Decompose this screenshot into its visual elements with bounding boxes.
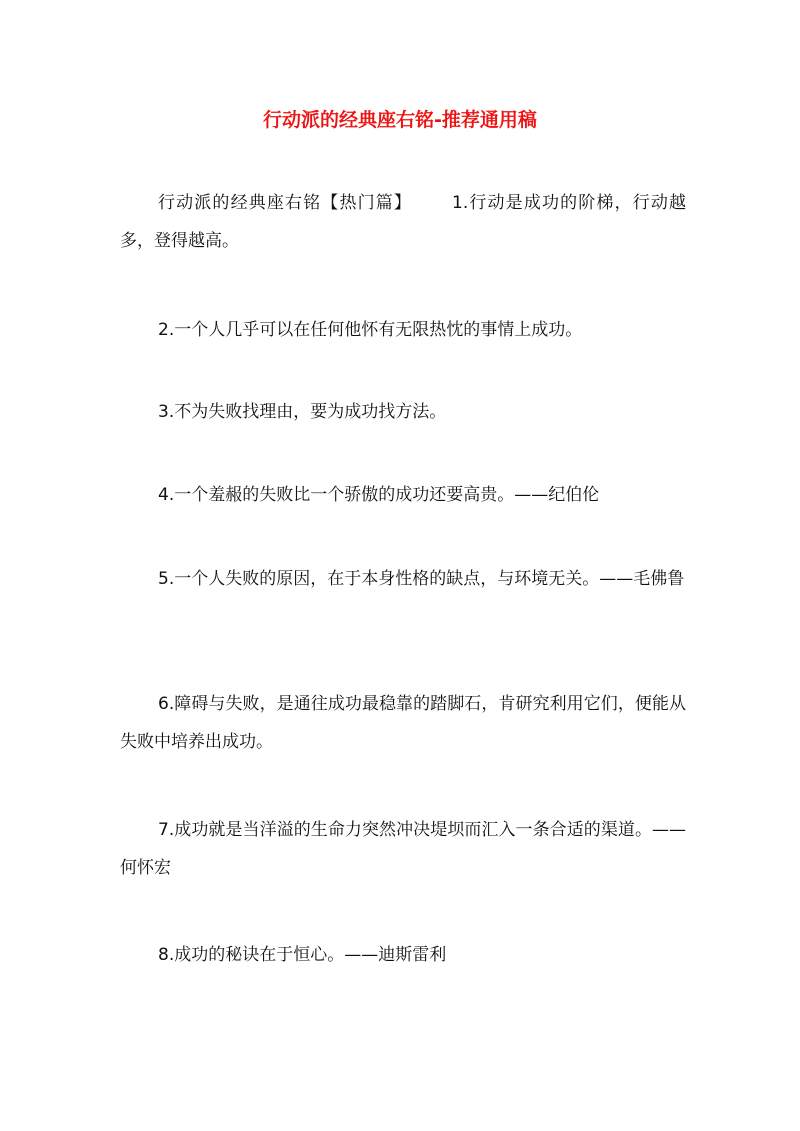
paragraph-7: 7.成功就是当洋溢的生命力突然冲决堤坝而汇入一条合适的渠道。——何怀宏 xyxy=(120,820,686,878)
document-title: 行动派的经典座右铭-推荐通用稿 xyxy=(263,109,537,131)
paragraph-5: 5.一个人失败的原因，在于本身性格的缺点，与环境无关。——毛佛鲁 xyxy=(158,569,685,589)
paragraph-1-text: 1.行动是成功的阶梯，行动越多，登得越高。 xyxy=(120,193,686,251)
paragraph-4: 4.一个羞赧的失败比一个骄傲的成功还要高贵。——纪伯伦 xyxy=(158,485,600,505)
paragraph-1 xyxy=(120,184,686,260)
paragraph-3: 3.不为失败找理由，要为成功找方法。 xyxy=(158,402,447,422)
paragraph-8: 8.成功的秘诀在于恒心。——迪斯雷利 xyxy=(158,945,447,965)
intro-heading: 行动派的经典座右铭【热门篇】 xyxy=(158,193,413,213)
paragraph-6: 6.障碍与失败，是通往成功最稳靠的踏脚石，肯研究利用它们，便能从失败中培养出成功。 xyxy=(120,694,686,752)
paragraph-2: 2.一个人几乎可以在任何他怀有无限热忱的事情上成功。 xyxy=(158,320,583,340)
